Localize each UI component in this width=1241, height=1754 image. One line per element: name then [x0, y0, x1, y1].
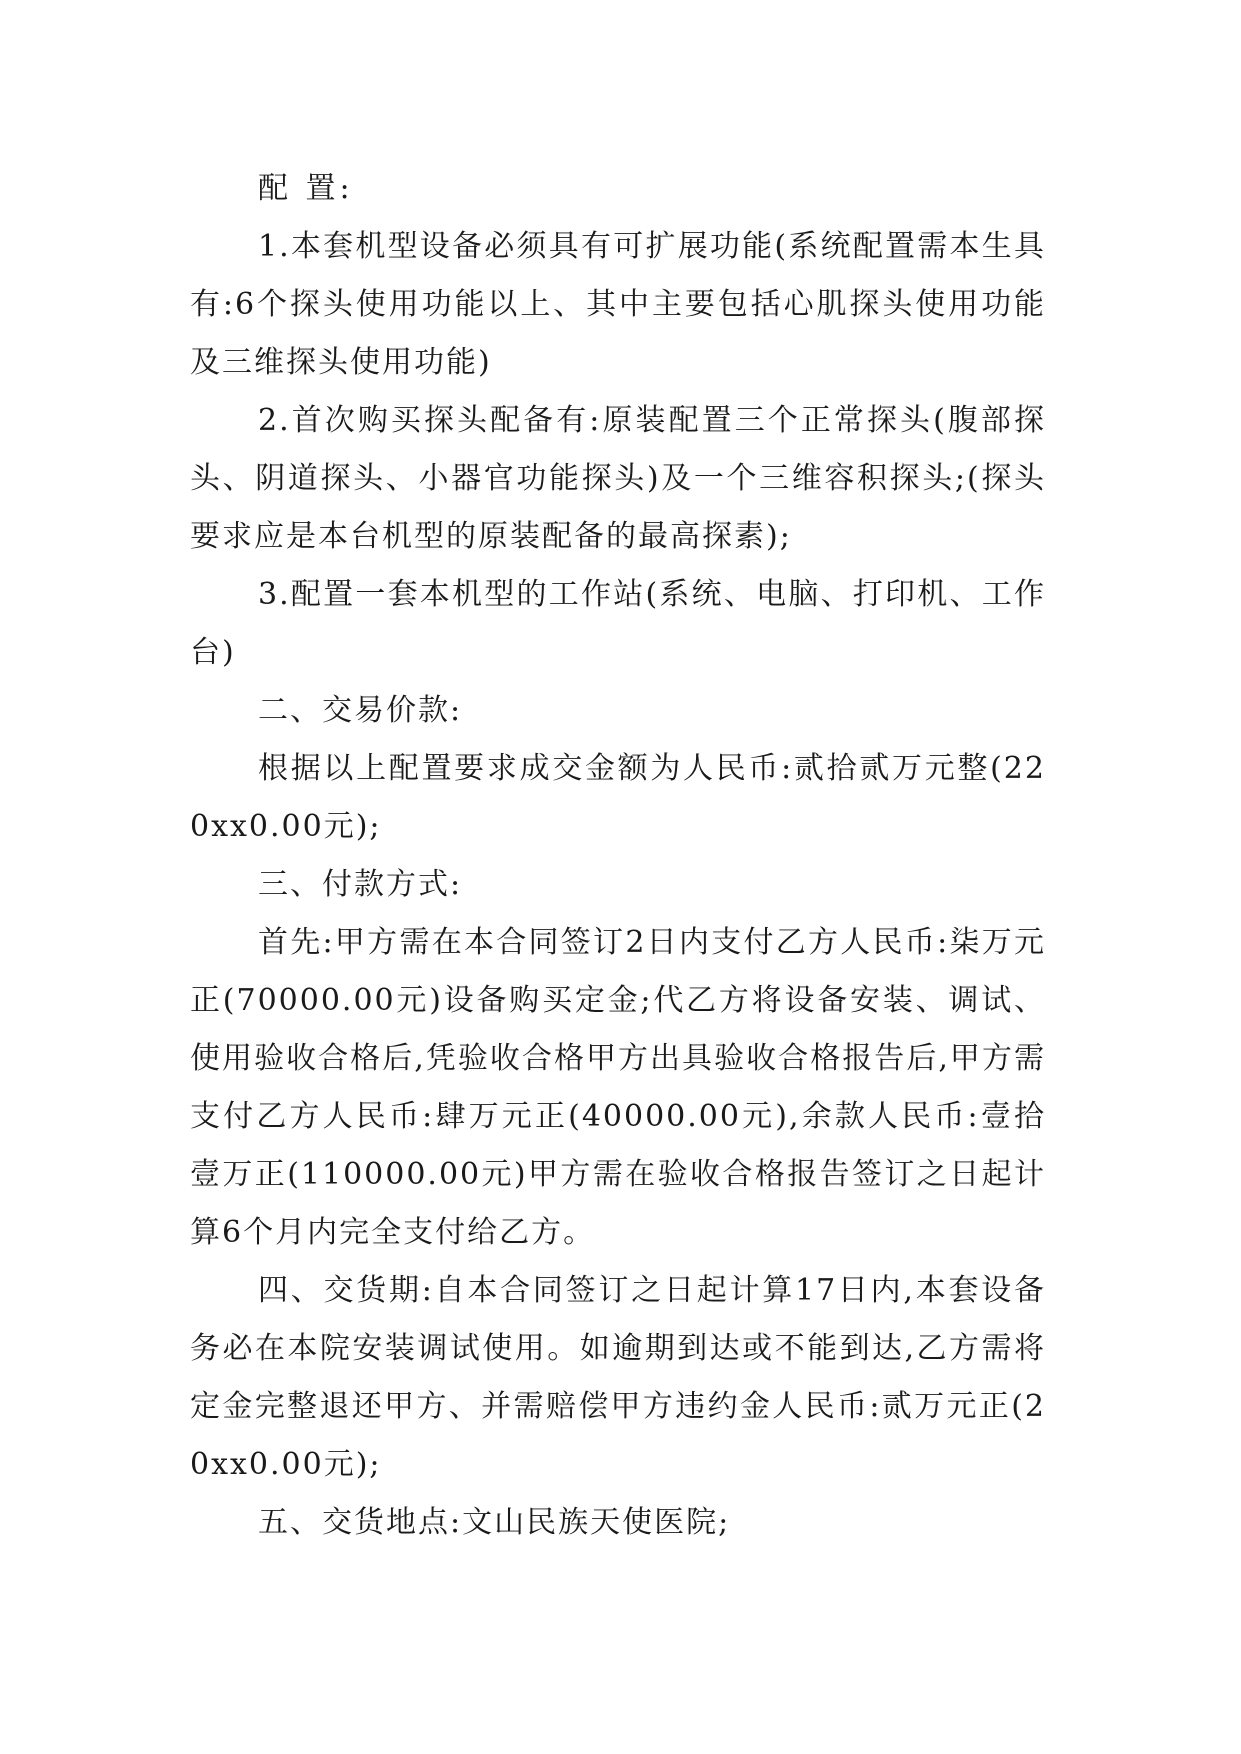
- section-heading-config: 配 置:: [258, 171, 354, 206]
- config-item-2: 2.首次购买探头配备有:原装配置三个正常探头(腹部探头、阴道探头、小器官功能探头)及一个三维容积探头;(探头要求应是本台机型的原装配备的最高探素);: [190, 403, 1046, 554]
- section-heading-payment: 三、付款方式:: [258, 867, 463, 902]
- config-item-1: 1.本套机型设备必须具有可扩展功能(系统配置需本生具有:6个探头使用功能以上、其中主要包括心肌探头使用功能及三维探头使用功能): [190, 229, 1046, 380]
- config-item-3: 3.配置一套本机型的工作站(系统、电脑、打印机、工作台): [190, 577, 1046, 670]
- document-body: [190, 160, 1046, 1552]
- price-paragraph: 根据以上配置要求成交金额为人民币:贰拾贰万元整(220xx0.00元);: [190, 751, 1046, 844]
- delivery-period-paragraph: 四、交货期:自本合同签订之日起计算17日内,本套设备务必在本院安装调试使用。如逾期到达或不能到达,乙方需将定金完整退还甲方、并需赔偿甲方违约金人民币:贰万元正(20xx0.00元);: [190, 1273, 1046, 1482]
- payment-paragraph: 首先:甲方需在本合同签订2日内支付乙方人民币:柒万元正(70000.00元)设备购买定金;代乙方将设备安装、调试、使用验收合格后,凭验收合格甲方出具验收合格报告后,甲方需支付乙方人民币:肆万元正(40000.00元),余款人民币:壹拾壹万正(110000.00元)甲方需在验收合格报告签订之日起计算6个月内完全支付给乙方。: [190, 925, 1046, 1250]
- section-heading-price: 二、交易价款:: [258, 693, 463, 728]
- delivery-location-paragraph: 五、交货地点:文山民族天使医院;: [258, 1505, 731, 1540]
